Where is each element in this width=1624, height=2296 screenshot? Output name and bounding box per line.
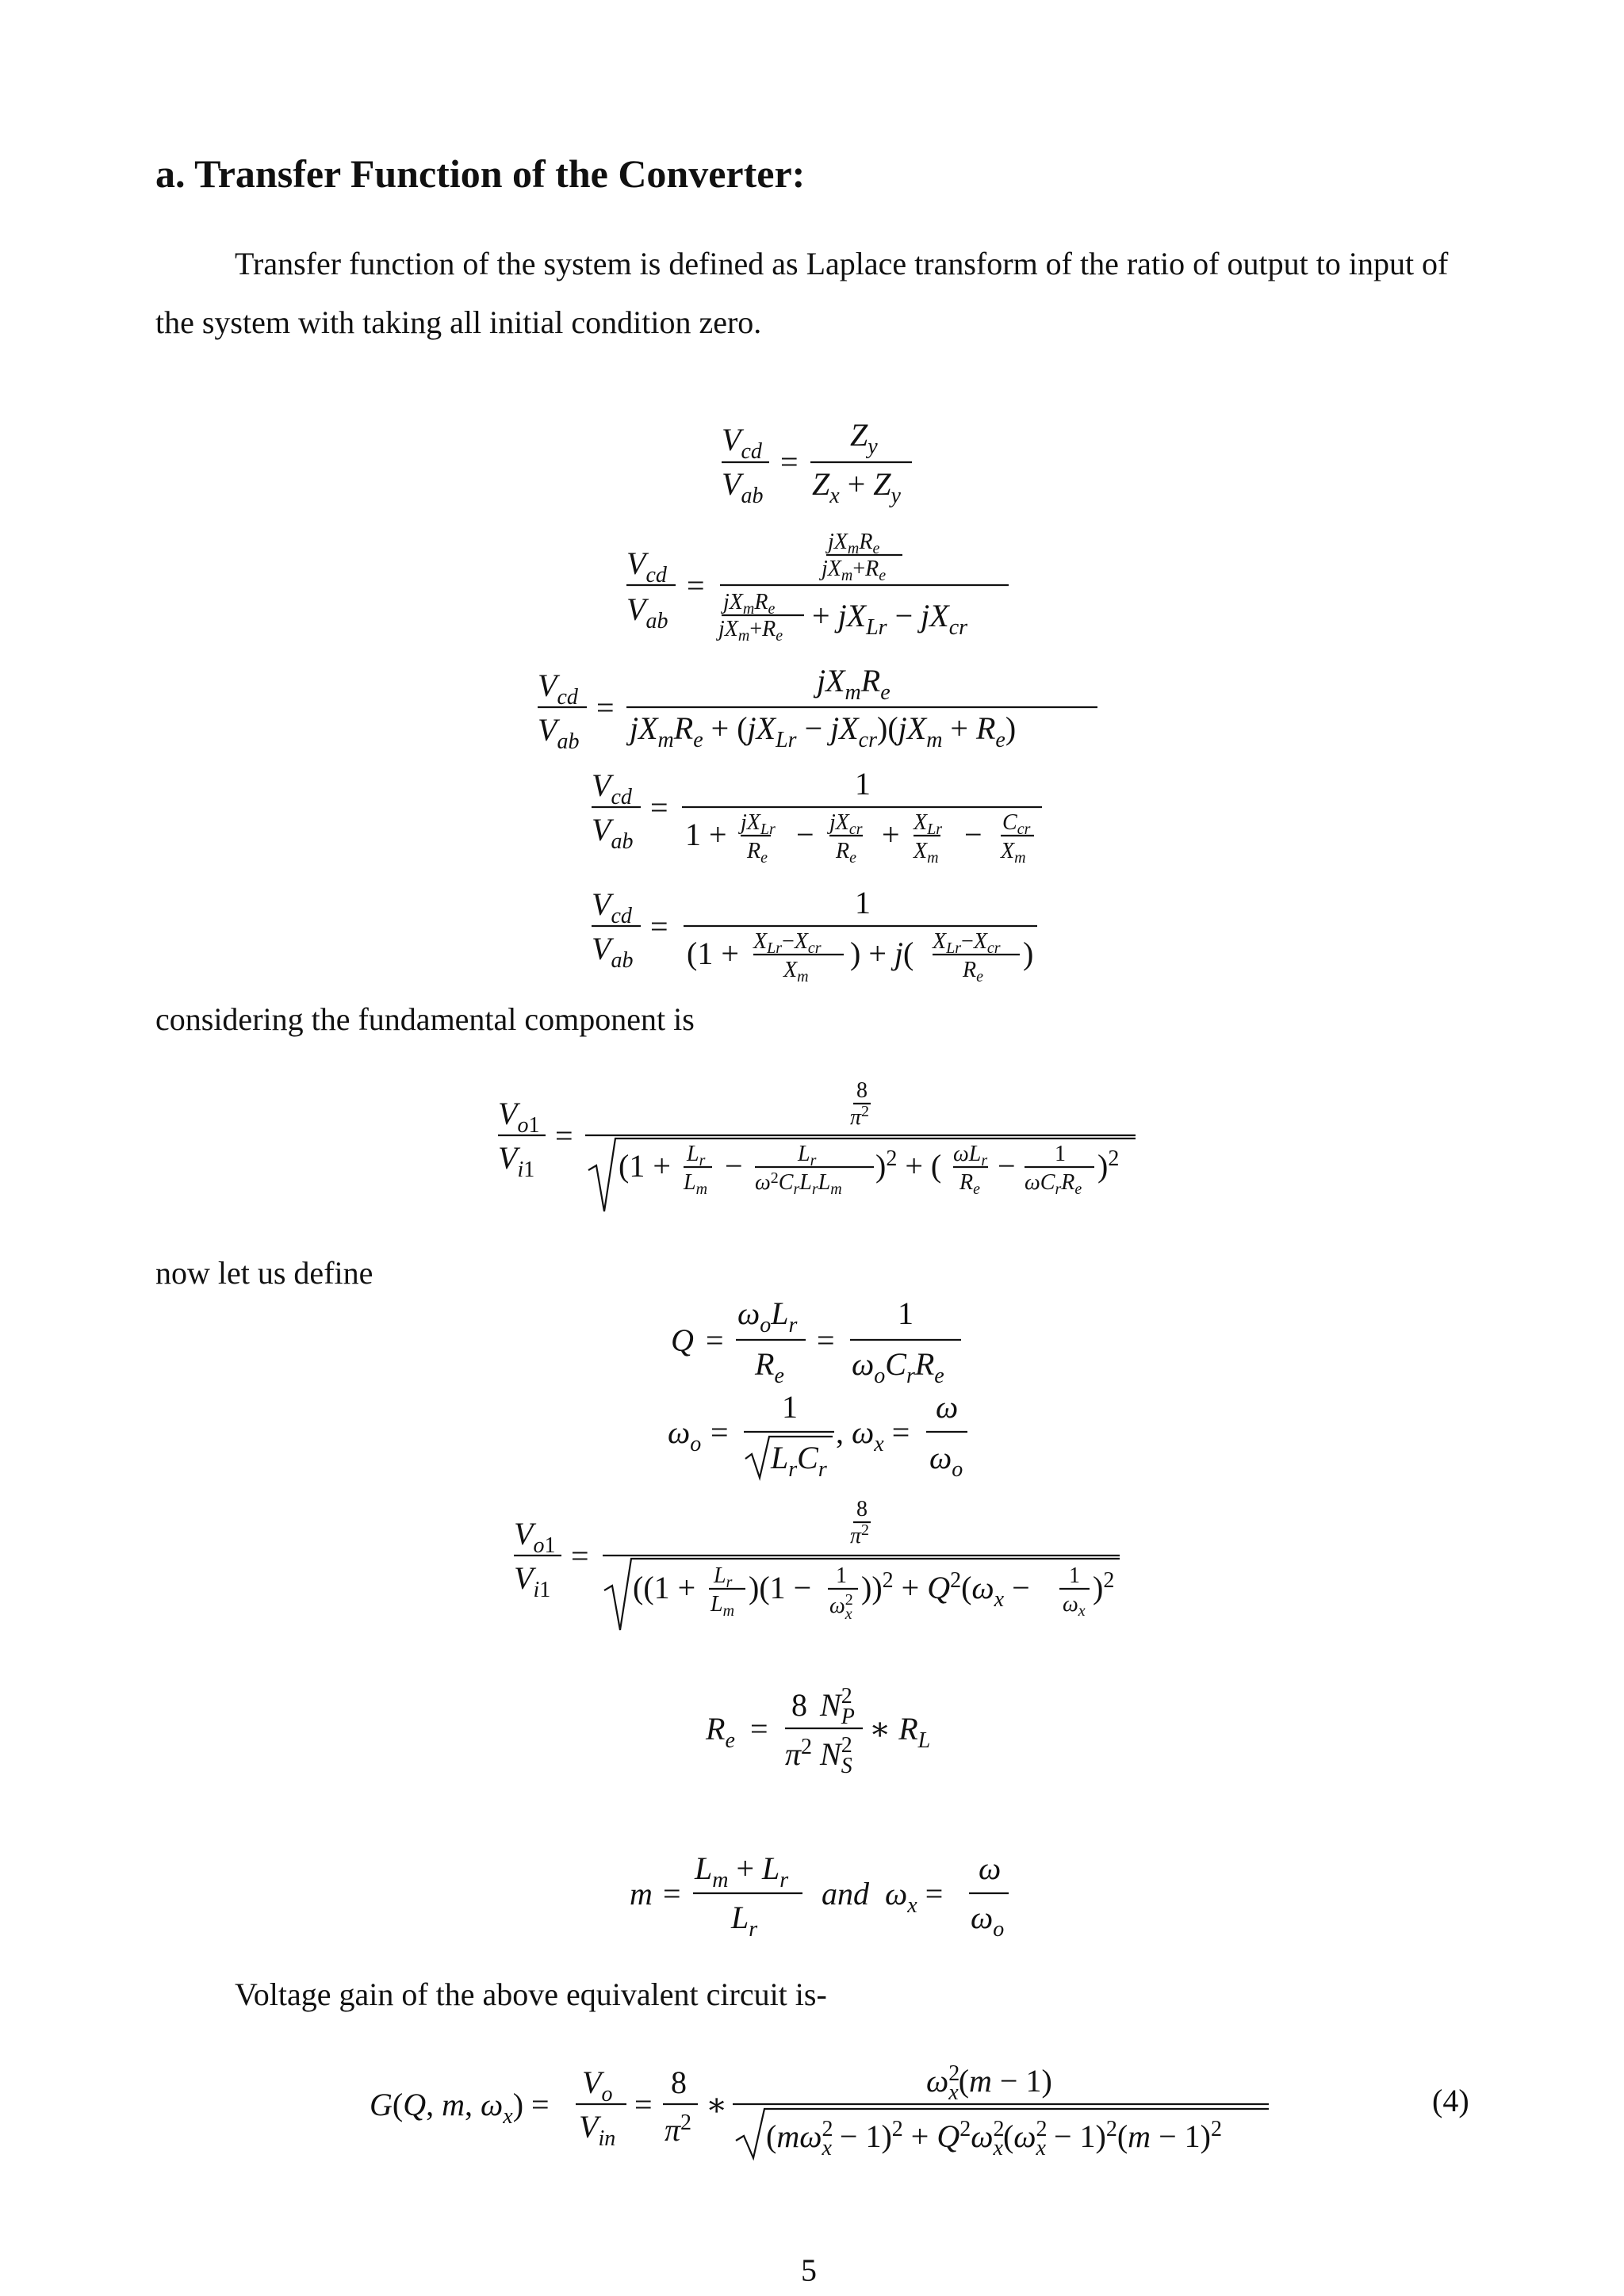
svg-text:=: = — [687, 568, 705, 603]
svg-text:=: = — [710, 1414, 729, 1450]
svg-text:): ) — [1023, 936, 1034, 971]
svg-text:ω: ω — [936, 1389, 959, 1425]
svg-text:Lm: $L_m$ — [684, 1170, 708, 1198]
svg-text:Vo1: $V_o1$ — [514, 1516, 556, 1558]
svg-text:+: + — [882, 817, 900, 852]
svg-text:Vcd: $V_{cd}$ — [592, 886, 632, 928]
svg-text:((1 +: ((1 + — [633, 1570, 696, 1605]
svg-text:jXmRe: $jX_mR_e$ — [817, 663, 891, 705]
svg-text:Vi1: $V_i1$ — [498, 1140, 535, 1182]
svg-text:8: 8 — [791, 1687, 807, 1723]
equation-7 — [671, 1295, 944, 1388]
svg-text:1 +: 1 + — [685, 817, 727, 852]
svg-text:=: = — [571, 1538, 589, 1574]
page-number: 5 — [801, 2252, 817, 2288]
svg-text:Ccr: $C_{cr}$ — [1002, 810, 1031, 838]
svg-text:8: 8 — [671, 2064, 687, 2100]
svg-text:−: − — [796, 817, 814, 852]
svg-text:=: = — [650, 909, 668, 944]
svg-text:8: 8 — [856, 1497, 868, 1521]
svg-text:Vab: $V_{ab}$ — [626, 591, 668, 633]
svg-text:Vab: $V_{ab}$ — [592, 931, 634, 973]
svg-text:m: m — [630, 1876, 653, 1911]
svg-text:−: − — [998, 1148, 1016, 1184]
svg-text:and: and — [822, 1876, 869, 1911]
svg-text:ωo: $\omega_o$ — [971, 1900, 1005, 1942]
svg-text:1: 1 — [782, 1389, 798, 1425]
svg-text:Vab: $V_{ab}$ — [722, 466, 764, 508]
svg-text:=: = — [706, 1322, 724, 1358]
svg-text:=: = — [650, 790, 668, 825]
svg-text:ω2x(m − 1): $\omega^2$ x(m − 1) — [926, 2061, 1052, 2105]
equation-11 — [630, 1850, 1004, 1942]
svg-text:Xm: $X_m$ — [914, 839, 939, 867]
svg-text:Lr: $L_r$ — [687, 1142, 706, 1169]
svg-text:jXcr: $jX_{cr}$ — [829, 810, 863, 838]
svg-text:))2 + Q2(ωx −: ))$^2 + Q^2(\omega_x$ − — [861, 1568, 1030, 1612]
svg-text:Xm: $X_m$ — [783, 958, 809, 985]
svg-text:Lr: $L_r$ — [714, 1563, 733, 1591]
intro-paragraph: Transfer function of the system is defined as Laplace transform of the ratio of output to input of the system with taking all initial condition zero. — [155, 246, 1449, 340]
svg-text:) + j(: ) + j( — [850, 936, 914, 971]
svg-text:Lm + Lr: $L_m + L_r$ — [695, 1850, 789, 1892]
svg-text:=: = — [663, 1876, 681, 1911]
svg-text:ω2x: $\omega^2$ x — [829, 1591, 853, 1623]
svg-text:jXm+Re: $jX_m+R_e$ — [822, 557, 887, 584]
svg-text:(1 +: (1 + — [619, 1148, 671, 1184]
svg-text:XLr: $X_{Lr}$ — [914, 810, 943, 838]
svg-text:jXLr: $jX_{Lr}$ — [741, 810, 776, 838]
equation-3 — [538, 663, 1016, 754]
svg-text:)(1 −: )(1 − — [749, 1570, 812, 1605]
svg-text:ω: ω — [979, 1850, 1002, 1886]
svg-text:(1 +: (1 + — [687, 936, 739, 971]
svg-text:(mω2x − 1)2 + Q2ω2x(ω2x − 1)2(: ($m\omega^2$ $x - 1)^2 + Q^2\omega^2$ $x(\omega^2$ $x - 1)^2(m - 1)^2$ — [766, 2117, 1222, 2160]
svg-text:Re: $R_e$ — [963, 958, 983, 985]
svg-text:Re: $R_e$ — [747, 839, 768, 867]
svg-text:Re: $R_e$ — [959, 1170, 980, 1198]
svg-text:=: = — [817, 1322, 835, 1358]
svg-text:XLr−Xcr: $X_{Lr}-X_{cr}$ — [933, 929, 1001, 957]
svg-text:jXmRe: $jX_mR_e$ — [723, 590, 776, 618]
svg-text:jXm+Re: $jX_m+R_e$ — [718, 617, 783, 645]
svg-text:G(Q, m, ωx) =: G(Q, m, $\omega_x$) = — [370, 2087, 550, 2129]
svg-text:LrCr: $L_rC_r$ — [771, 1440, 827, 1482]
svg-text:ωx: $\omega_x$ — [1063, 1592, 1086, 1620]
svg-text:)2: )$^2$ — [1093, 1568, 1115, 1605]
svg-text:Zx + Zy: $Z_x + Z_y$ — [812, 466, 901, 508]
svg-text:=: = — [634, 2087, 653, 2122]
svg-text:Q: Q — [671, 1322, 694, 1358]
equation-2 — [626, 530, 967, 645]
equation-10 — [705, 1684, 930, 1778]
svg-text:1: 1 — [855, 766, 871, 802]
svg-text:1: 1 — [1055, 1142, 1066, 1166]
svg-text:, ωx =: , $\omega_x$ = — [836, 1414, 910, 1456]
svg-text:jXmRe: $jX_mR_e$ — [828, 530, 880, 557]
svg-text:π2: $\pi^2$ — [850, 1521, 870, 1548]
svg-text:Zy: $Z_y$ — [850, 417, 878, 459]
svg-text:jXmRe + (jXLr − jXcr)(jXm + Re: $jX_mR_e + (jX_{Lr} - jX_{cr})(jX_m + R_e)$ — [630, 710, 1017, 752]
svg-text:=: = — [555, 1118, 573, 1154]
svg-text:Vin: $V_{in}$ — [579, 2109, 616, 2151]
equation-number: (4) — [1432, 2083, 1469, 2118]
svg-text:Lr: $L_r$ — [731, 1900, 758, 1942]
svg-text:Xm: $X_m$ — [1001, 839, 1026, 867]
svg-text:1: 1 — [836, 1563, 847, 1588]
define-text: now let us define — [155, 1255, 373, 1291]
gain-intro-text: Voltage gain of the above equivalent circuit is- — [235, 1976, 827, 2012]
svg-text:=: = — [780, 444, 799, 480]
svg-text:ωLr: $\omega L_r$ — [953, 1142, 988, 1169]
equation-12 — [370, 2061, 1222, 2160]
svg-text:Lm: $L_m$ — [710, 1592, 735, 1620]
svg-text:Vcd: $V_{cd}$ — [592, 767, 632, 809]
svg-text:π2: $\pi^2$ — [850, 1103, 870, 1130]
svg-text:+ jXLr − jXcr: + $jX_{Lr} - jX_{cr}$ — [812, 598, 968, 640]
svg-text:ωCrRe: $\omega C_rR_e$ — [1025, 1170, 1082, 1198]
svg-text:ωoCrRe: $\omega_oC_rR_e$ — [852, 1346, 944, 1388]
svg-text:ωx =: $\omega_x$ = — [885, 1876, 944, 1918]
svg-text:Vi1: $V_i1$ — [514, 1560, 551, 1602]
svg-text:1: 1 — [855, 885, 871, 920]
svg-text:)2: )$^2$ — [1097, 1146, 1120, 1184]
svg-text:=: = — [750, 1711, 768, 1747]
svg-text:ω2CrLrLm: $\omega^2C_rL_rL_m$ — [755, 1169, 842, 1198]
svg-text:Vo1: $V_o1$ — [498, 1096, 540, 1138]
svg-text:Vcd: $V_{cd}$ — [722, 422, 762, 464]
svg-text:∗: ∗ — [706, 2087, 728, 2122]
fundamental-text: considering the fundamental component is — [155, 1001, 695, 1037]
svg-text:=: = — [596, 690, 615, 725]
svg-text:Re: $R_e$ — [836, 839, 856, 867]
equation-4 — [592, 766, 1031, 867]
svg-text:1: 1 — [898, 1295, 914, 1331]
equation-8 — [668, 1389, 963, 1482]
svg-text:Vcd: $V_{cd}$ — [626, 545, 667, 587]
svg-text:−: − — [964, 817, 982, 852]
svg-text:Vo: $V_o$ — [582, 2064, 613, 2107]
equation-5 — [592, 885, 1033, 985]
svg-text:Re: $R_e$ — [755, 1346, 784, 1388]
equation-9 — [514, 1497, 1114, 1623]
svg-text:∗ RL: ∗ $R_L$ — [869, 1711, 931, 1753]
svg-text:8: 8 — [856, 1078, 868, 1103]
svg-text:Re: $R_e$ — [706, 1711, 735, 1753]
svg-text:ωo: $\omega_o$ — [668, 1414, 702, 1456]
svg-text:N2S: $N^2$ S — [820, 1733, 852, 1778]
svg-text:1: 1 — [1069, 1563, 1080, 1588]
svg-text:Lr: $L_r$ — [798, 1142, 817, 1169]
section-heading: a. Transfer Function of the Converter: — [155, 151, 806, 196]
svg-text:Vcd: $V_{cd}$ — [538, 668, 578, 710]
svg-text:N2P: $N^2$ P — [820, 1684, 855, 1729]
svg-text:XLr−Xcr: $X_{Lr}-X_{cr}$ — [753, 929, 822, 957]
svg-text:ωoLr: $\omega_oL_r$ — [737, 1295, 798, 1337]
svg-text:Vab: $V_{ab}$ — [592, 812, 634, 854]
svg-text:π2: $\pi^2$ — [785, 1735, 813, 1772]
svg-text:Vab: $V_{ab}$ — [538, 712, 580, 754]
svg-text:−: − — [725, 1148, 743, 1184]
svg-text:π2: $\pi^2$ — [665, 2110, 692, 2148]
svg-text:ωo: $\omega_o$ — [929, 1440, 963, 1482]
svg-text:)2 + (: )$^2$ + ( — [875, 1146, 942, 1184]
